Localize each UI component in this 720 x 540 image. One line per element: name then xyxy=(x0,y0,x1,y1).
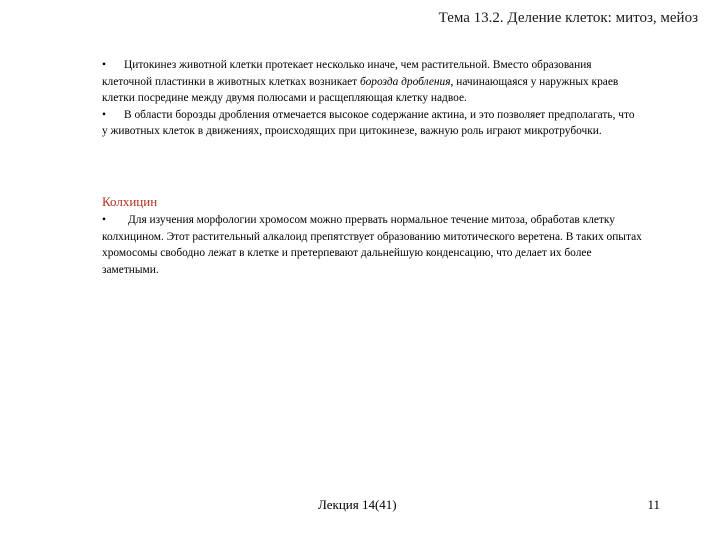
term-cleavage-furrow: борозда дробления xyxy=(360,75,451,88)
bullet-marker: • xyxy=(102,214,106,226)
page-title: Тема 13.2. Деление клеток: митоз, мейоз xyxy=(438,10,698,26)
paragraph-text: В области борозды дробления отмечается высокое содержание актина, и это позволяет предполагать, что у животных клеток в движениях, происходящих при цитокинезе, важную роль играют микротрубочки. xyxy=(102,108,635,138)
content-section-colchicine xyxy=(102,193,642,278)
section-heading-colchicine: Колхицин xyxy=(102,194,158,209)
paragraph-text-start: Цитокинез животной клетки протекает несколько иначе, чем растительной. Вместо образования клеточной пластинки в животных клетках возникает xyxy=(102,59,592,88)
paragraph-actin xyxy=(102,107,642,140)
bullet-marker: • xyxy=(102,108,106,121)
paragraph-cytokinesis xyxy=(102,57,642,107)
footer-page-number: 11 xyxy=(647,497,660,512)
bullet-marker: • xyxy=(102,59,106,71)
paragraph-text: Для изучения морфологии хромосом можно прервать нормальное течение митоза, обработав клетку колхицином. Этот растительный алкалоид препятствует образованию митотического веретена. В таких опытах хромосомы свободно лежат в клетке и претерпевают дальнейшую конденсацию, что делает их более заметными. xyxy=(102,214,642,276)
paragraph-text-end: , начинающаяся у наружных краев клетки посредине между двумя полюсами и расщепляющая клетку надвое. xyxy=(102,75,619,105)
footer-lecture-label: Лекция 14(41) xyxy=(318,497,397,512)
paragraph-colchicine xyxy=(102,212,642,278)
content-section-cytokinesis xyxy=(102,57,642,140)
